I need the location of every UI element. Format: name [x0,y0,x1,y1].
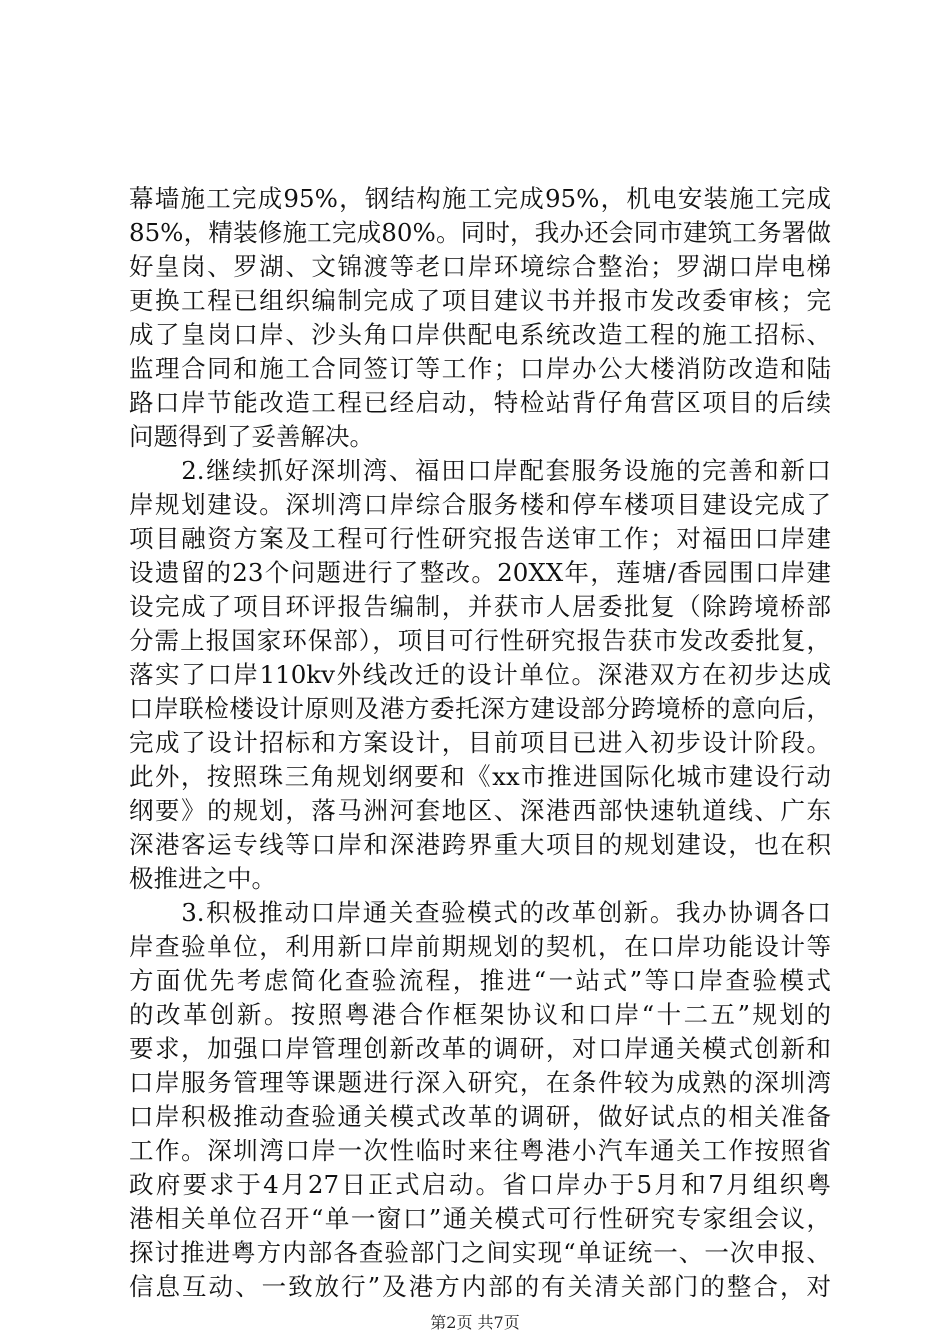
text-line: 口岸联检楼设计原则及港方委托深方建设部分跨境桥的意向后， [129,694,831,723]
text-line: 信息互动、一致放行”及港方内部的有关清关部门的整合，对 [129,1272,831,1301]
text-line: 纲要》的规划，落马洲河套地区、深港西部快速轨道线、广东 [129,796,831,825]
text-line: 口岸服务管理等课题进行深入研究，在条件较为成熟的深圳湾 [129,1068,831,1097]
paragraph-start-line: 2.继续抓好深圳湾、福田口岸配套服务设施的完善和新口 [129,456,831,485]
text-line: 港相关单位召开“单一窗口”通关模式可行性研究专家组会议， [129,1204,831,1233]
text-line: 工作。深圳湾口岸一次性临时来往粤港小汽车通关工作按照省 [129,1136,831,1165]
text-line: 要求，加强口岸管理创新改革的调研，对口岸通关模式创新和 [129,1034,831,1063]
text-line: 的改革创新。按照粤港合作框架协议和口岸“十二五”规划的 [129,1000,831,1029]
text-line: 更换工程已组织编制完成了项目建议书并报市发改委审核；完 [129,286,831,315]
text-line: 设遗留的23个问题进行了整改。20XX年，莲塘/香园围口岸建 [129,558,831,587]
text-line: 好皇岗、罗湖、文锦渡等老口岸环境综合整治；罗湖口岸电梯 [129,252,831,281]
text-line: 幕墙施工完成95%，钢结构施工完成95%，机电安装施工完成 [129,184,831,213]
text-line: 分需上报国家环保部），项目可行性研究报告获市发改委批复， [129,626,831,655]
text-line: 岸规划建设。深圳湾口岸综合服务楼和停车楼项目建设完成了 [129,490,831,519]
text-line: 口岸积极推动查验通关模式改革的调研，做好试点的相关准备 [129,1102,831,1131]
text-line: 设完成了项目环评报告编制，并获市人居委批复（除跨境桥部 [129,592,831,621]
text-line: 岸查验单位，利用新口岸前期规划的契机，在口岸功能设计等 [129,932,831,961]
text-line: 深港客运专线等口岸和深港跨界重大项目的规划建设，也在积 [129,830,831,859]
text-line: 问题得到了妥善解决。 [129,422,374,451]
text-line: 探讨推进粤方内部各查验部门之间实现“单证统一、一次申报、 [129,1238,831,1267]
text-line: 项目融资方案及工程可行性研究报告送审工作；对福田口岸建 [129,524,831,553]
text-line: 完成了设计招标和方案设计，目前项目已进入初步设计阶段。 [129,728,831,757]
page-footer: 第2页 共7页 [430,1313,520,1332]
text-line: 85%，精装修施工完成80%。同时，我办还会同市建筑工务署做 [129,218,831,247]
text-line: 落实了口岸110kv外线改迁的设计单位。深港双方在初步达成 [129,660,831,689]
text-line: 极推进之中。 [129,864,276,893]
paragraph-start-line: 3.积极推动口岸通关查验模式的改革创新。我办协调各口 [129,898,831,927]
text-line: 方面优先考虑简化查验流程，推进“一站式”等口岸查验模式 [129,966,831,995]
text-line: 此外，按照珠三角规划纲要和《xx市推进国际化城市建设行动 [129,762,831,791]
text-line: 路口岸节能改造工程已经启动，特检站背仔角营区项目的后续 [129,388,831,417]
text-line: 成了皇岗口岸、沙头角口岸供配电系统改造工程的施工招标、 [129,320,831,349]
text-line: 监理合同和施工合同签订等工作；口岸办公大楼消防改造和陆 [129,354,831,383]
text-line: 政府要求于4月27日正式启动。省口岸办于5月和7月组织粤 [129,1170,831,1199]
